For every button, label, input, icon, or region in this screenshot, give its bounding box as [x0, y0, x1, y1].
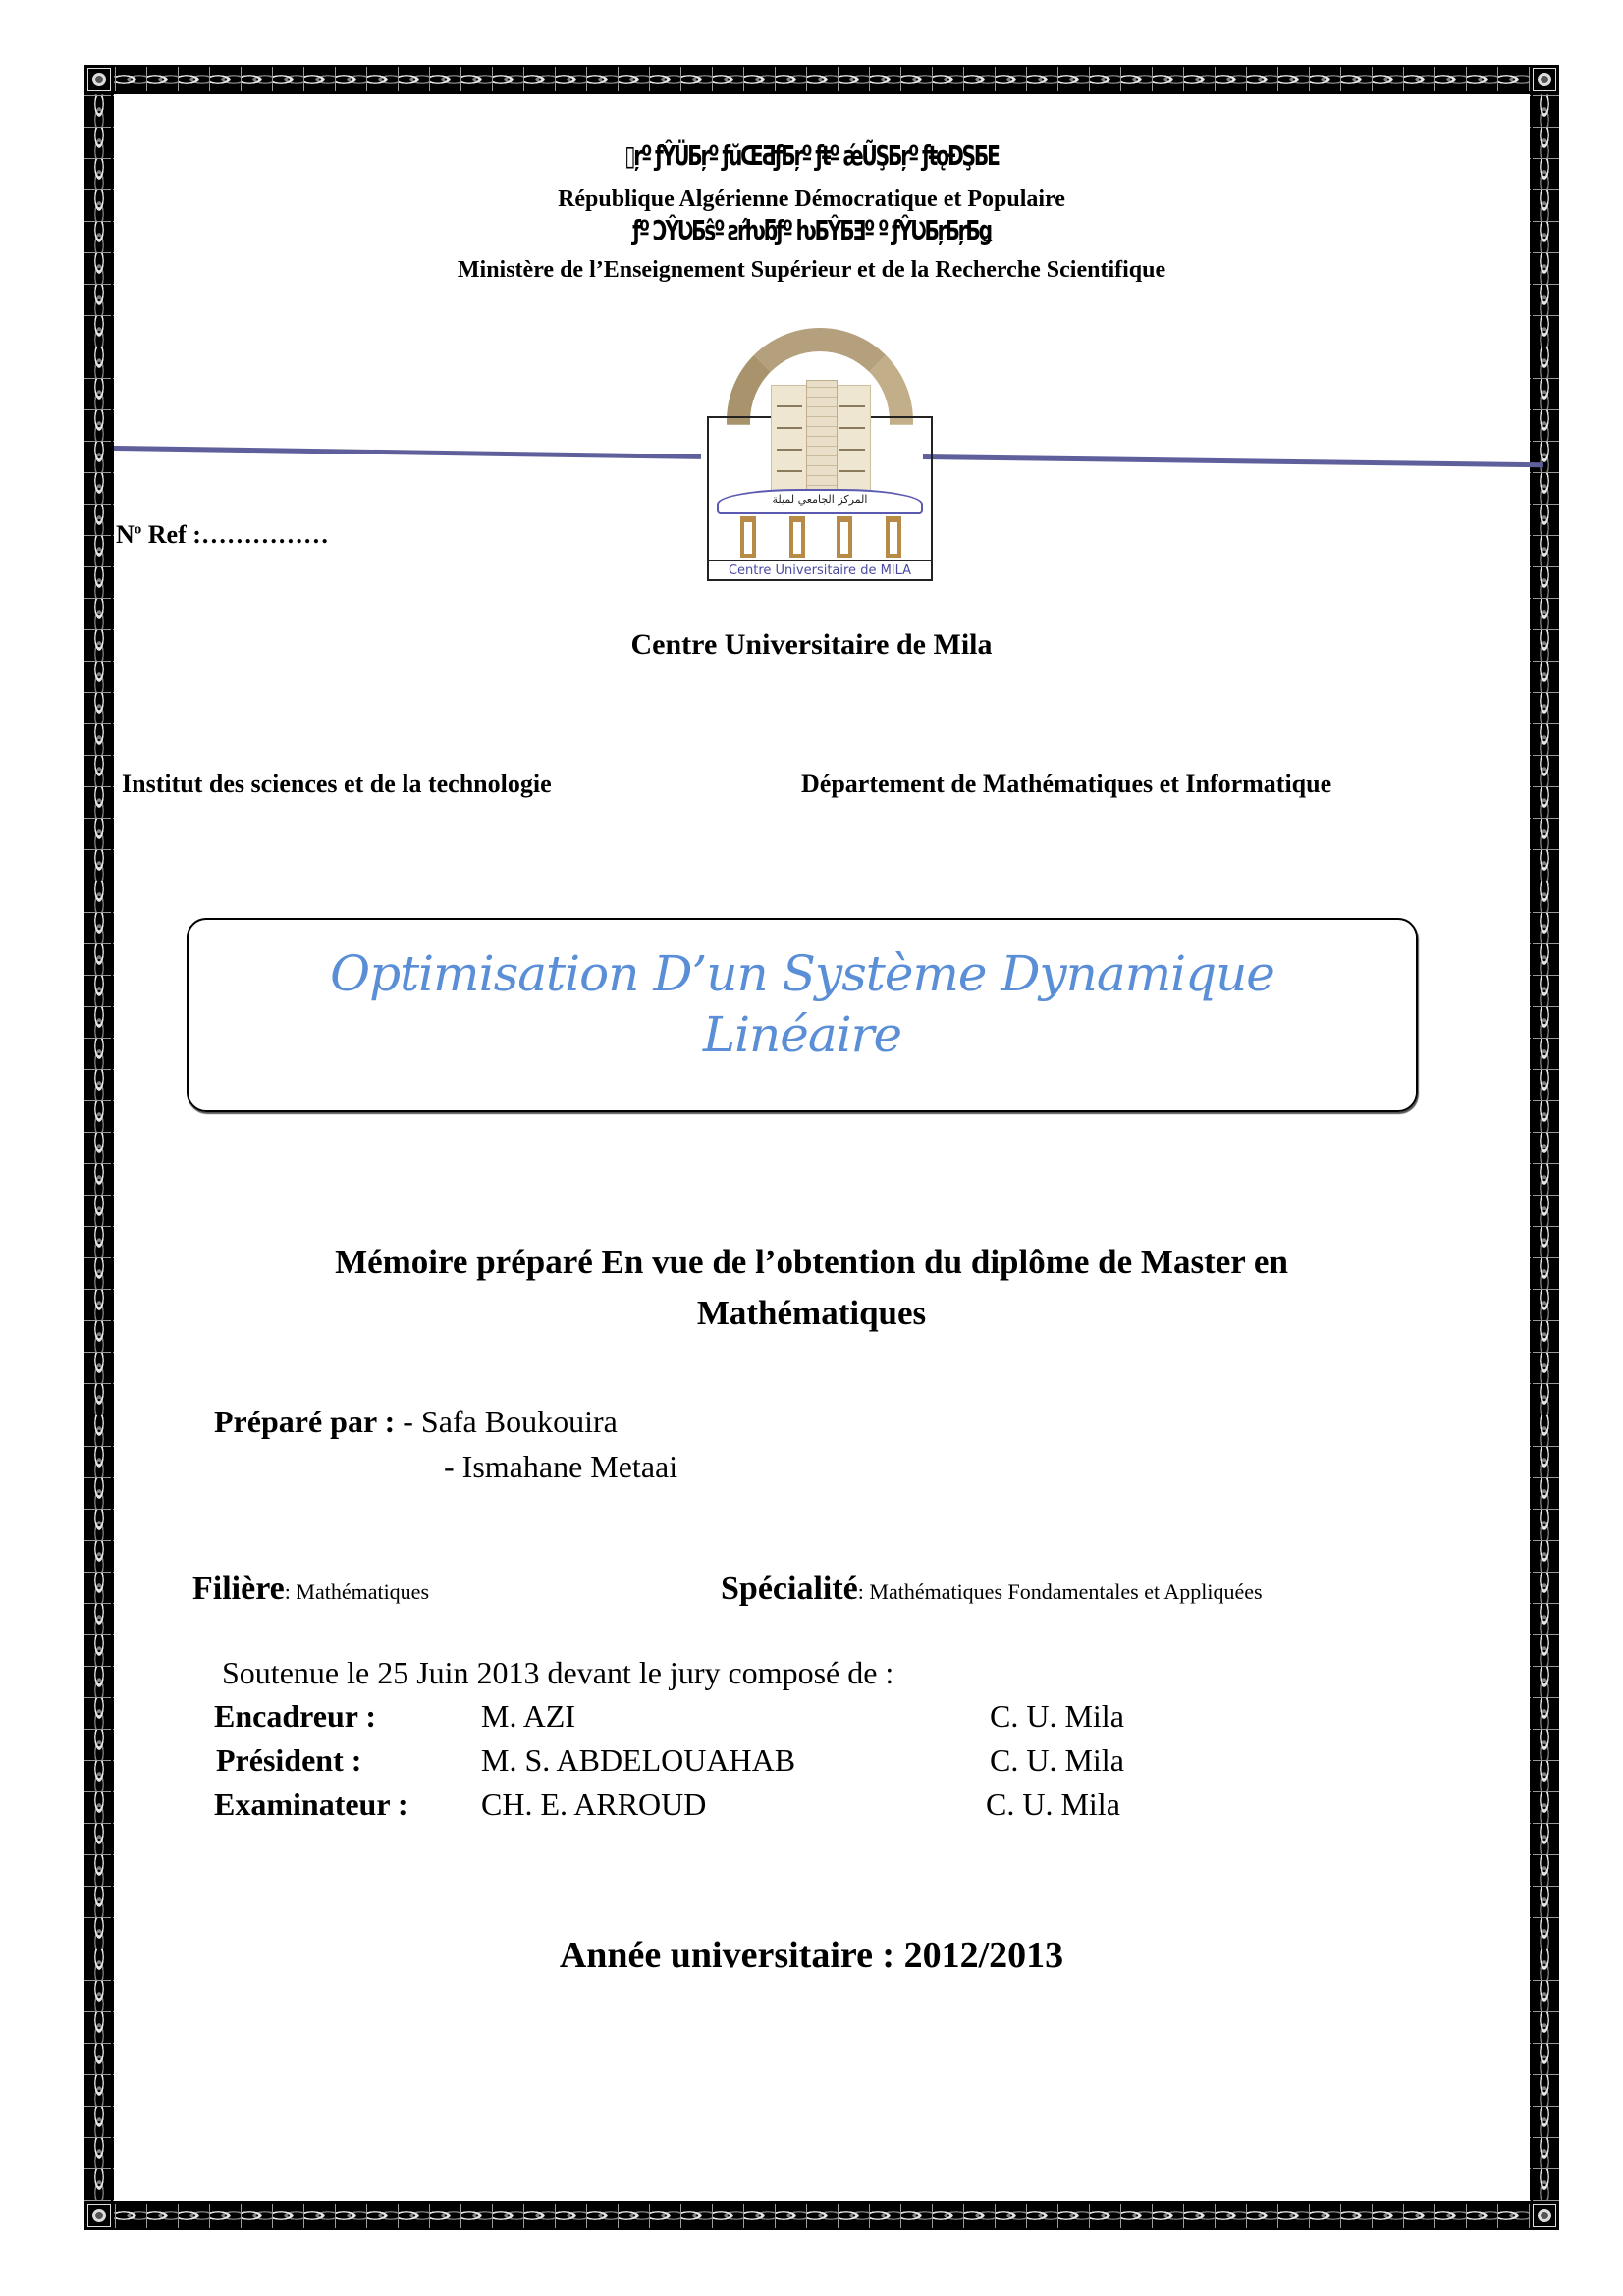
ref-label: Ref :…………… — [141, 520, 329, 549]
specialite-label: Spécialité — [721, 1571, 858, 1607]
jury-institution: C. U. Mila — [986, 1787, 1120, 1822]
jury-name: M. S. ABDELOUAHAB — [481, 1742, 796, 1778]
filiere — [192, 1571, 429, 1608]
ref-n: N — [116, 520, 135, 549]
filiere-value: : Mathématiques — [284, 1579, 430, 1604]
logo-floor — [777, 449, 802, 451]
corner-ornament-icon — [1530, 65, 1559, 94]
institution-name: Centre Universitaire de Mila — [630, 628, 993, 661]
thesis-title-box — [187, 918, 1418, 1112]
department-name: Département de Mathématiques et Informatique — [801, 770, 1332, 798]
logo-column — [886, 516, 901, 558]
logo-floor — [777, 405, 802, 407]
logo-caption: Centre Universitaire de MILA — [709, 560, 931, 578]
corner-ornament-icon — [84, 2201, 114, 2230]
academic-year: Année universitaire : 2012/2013 — [559, 1935, 1064, 1976]
author-2: - Ismahane Metaai — [444, 1449, 678, 1484]
border-top — [84, 65, 1559, 94]
university-logo — [687, 324, 952, 589]
defense-statement: Soutenue le 25 Juin 2013 devant le jury composé de : — [222, 1655, 894, 1690]
jury-role: Encadreur : — [214, 1698, 377, 1734]
republic-line: République Algérienne Démocratique et Populaire — [558, 187, 1065, 212]
logo-column — [740, 516, 756, 558]
logo-open-book-icon — [717, 489, 923, 514]
jury-role: Président : — [216, 1742, 362, 1778]
reference-number — [116, 520, 329, 550]
jury-role: Examinateur : — [214, 1787, 408, 1822]
thesis-title-line-2: Linéaire — [702, 1006, 902, 1063]
jury-name: M. AZI — [481, 1698, 575, 1734]
corner-ornament-icon — [84, 65, 114, 94]
specialite — [721, 1571, 1263, 1608]
jury-institution: C. U. Mila — [990, 1698, 1124, 1734]
border-right — [1530, 65, 1559, 2230]
thesis-title — [189, 943, 1416, 1065]
logo-floor — [777, 470, 802, 472]
logo-floor — [839, 427, 865, 429]
jury-name: CH. E. ARROUD — [481, 1787, 707, 1822]
filiere-label: Filière — [192, 1571, 285, 1607]
arabic-republic-line: ▯ŗº ƒŶÜƂŗº ƒŭŒƋƒƂŗº ƒŧº ǽŨŞƂŗº ƒŧǫƉŞƂE — [624, 139, 999, 172]
logo-floor — [777, 427, 802, 429]
logo-building-tower — [806, 380, 838, 496]
thesis-title-line-1: Optimisation D’un Système Dynamique — [330, 945, 1274, 1002]
institute-name: Institut des sciences et de la technologie — [122, 770, 552, 798]
logo-column — [789, 516, 805, 558]
author-1: - Safa Boukouira — [403, 1404, 618, 1439]
logo-floor — [839, 449, 865, 451]
logo-floor — [839, 405, 865, 407]
arabic-ministry-line: ƒº ƆŶƲƂŝº ƨŕƕƃƒº ƕƂŶƂƎº º ƒŶƲƂŗƂŗƂǥ — [632, 214, 991, 246]
degree-statement — [0, 1237, 1623, 1339]
border-left — [84, 65, 114, 2230]
border-bottom — [84, 2201, 1559, 2230]
specialite-value: : Mathématiques Fondamentales et Appliquées — [857, 1579, 1263, 1604]
degree-statement-line-2: Mathématiques — [696, 1294, 927, 1332]
logo-arabic-text: المركز الجامعي لميلة — [772, 493, 868, 506]
logo-column — [837, 516, 852, 558]
jury-institution: C. U. Mila — [990, 1742, 1124, 1778]
logo-floor — [839, 470, 865, 472]
prepared-by — [214, 1404, 618, 1440]
logo-building — [771, 385, 871, 495]
ref-o: o — [134, 521, 142, 538]
degree-statement-line-1: Mémoire préparé En vue de l’obtention du diplôme de Master en — [335, 1243, 1288, 1281]
corner-ornament-icon — [1530, 2201, 1559, 2230]
prepared-by-label: Préparé par : — [214, 1404, 404, 1439]
ministry-line: Ministère de l’Enseignement Supérieur et de la Recherche Scientifique — [457, 257, 1166, 283]
